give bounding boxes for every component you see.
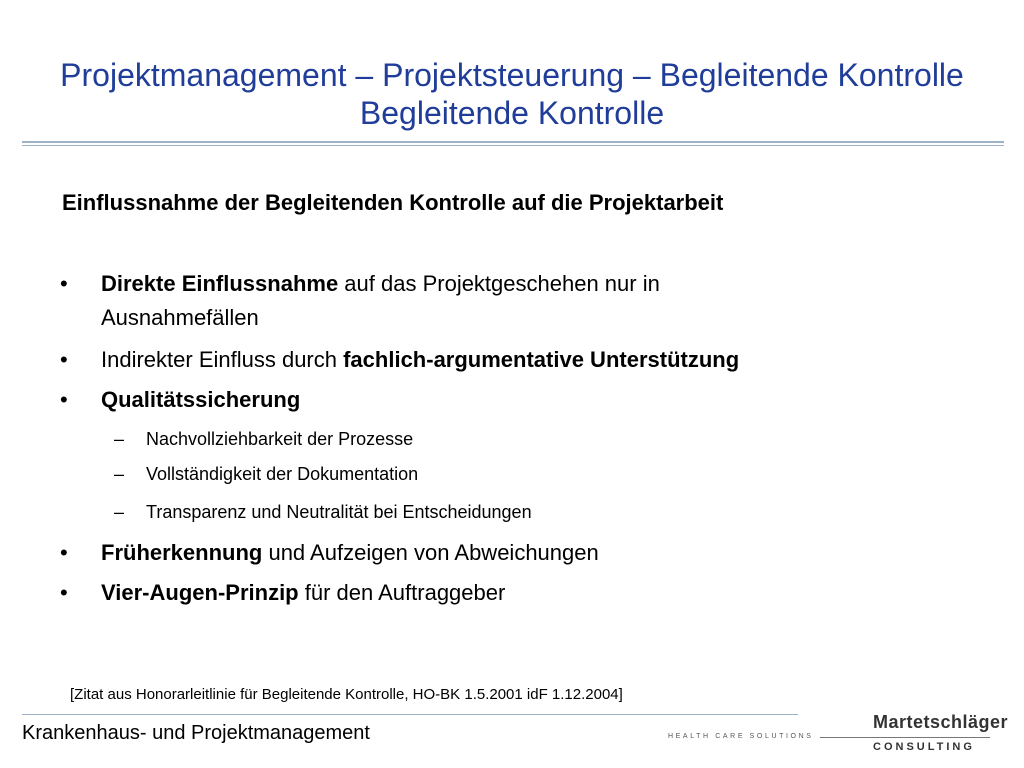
bullet-bold-text: Früherkennung xyxy=(101,540,263,565)
title-line-1: Projektmanagement – Projektsteuerung – Begleitende Kontrolle xyxy=(60,57,964,93)
subitem-transparenz: Transparenz und Neutralität bei Entscheidungen xyxy=(146,502,532,522)
title-divider xyxy=(22,141,1004,143)
bullet-bold-text: Qualitätssicherung xyxy=(101,387,301,412)
bullet-marker: • xyxy=(60,540,68,565)
bullet-bold-text: Direkte Einflussnahme xyxy=(101,271,339,296)
dash-marker: – xyxy=(114,464,125,484)
bullet-marker: • xyxy=(60,271,68,296)
bullet-text: für den Auftraggeber xyxy=(298,580,506,605)
bullet-direkte-einflussnahme xyxy=(101,268,660,300)
logo-tagline: HEALTH CARE SOLUTIONS xyxy=(668,733,814,740)
bullet-text: und Aufzeigen von Abweichungen xyxy=(262,540,599,565)
title-line-2: Begleitende Kontrolle xyxy=(359,95,665,131)
bullet-text-continued: Ausnahmefällen xyxy=(101,305,259,330)
bullet-frueherkennung xyxy=(101,537,599,569)
subitem-nachvollziehbarkeit: Nachvollziehbarkeit der Prozesse xyxy=(146,429,414,449)
bullet-marker: • xyxy=(60,347,68,372)
footer-divider xyxy=(22,714,798,715)
footer-text: Krankenhaus- und Projektmanagement xyxy=(22,722,370,744)
logo-name: Martetschläger xyxy=(873,712,1009,732)
slide-title xyxy=(10,56,1014,132)
bullet-qualitaetssicherung xyxy=(101,384,300,416)
bullet-bold-text: fachlich-argumentative Unterstützung xyxy=(343,347,740,372)
title-divider-thin xyxy=(22,145,1004,146)
citation: [Zitat aus Honorarleitlinie für Begleitende Kontrolle, HO-BK 1.5.2001 idF 1.12.2004] xyxy=(70,686,623,703)
bullet-text: Indirekter Einfluss durch xyxy=(101,347,344,372)
bullet-bold-text: Vier-Augen-Prinzip xyxy=(101,580,299,605)
logo-consulting: CONSULTING xyxy=(873,741,975,753)
dash-marker: – xyxy=(114,502,125,522)
dash-marker: – xyxy=(114,429,125,449)
bullet-indirekter-einfluss xyxy=(101,344,739,376)
bullet-marker: • xyxy=(60,387,68,412)
bullet-marker: • xyxy=(60,580,68,605)
section-heading: Einflussnahme der Begleitenden Kontrolle auf die Projektarbeit xyxy=(62,190,724,215)
subitem-vollstaendigkeit: Vollständigkeit der Dokumentation xyxy=(146,464,419,484)
bullet-vier-augen-prinzip xyxy=(101,577,505,609)
bullet-text: auf das Projektgeschehen nur in xyxy=(338,271,660,296)
logo-divider xyxy=(820,737,990,738)
